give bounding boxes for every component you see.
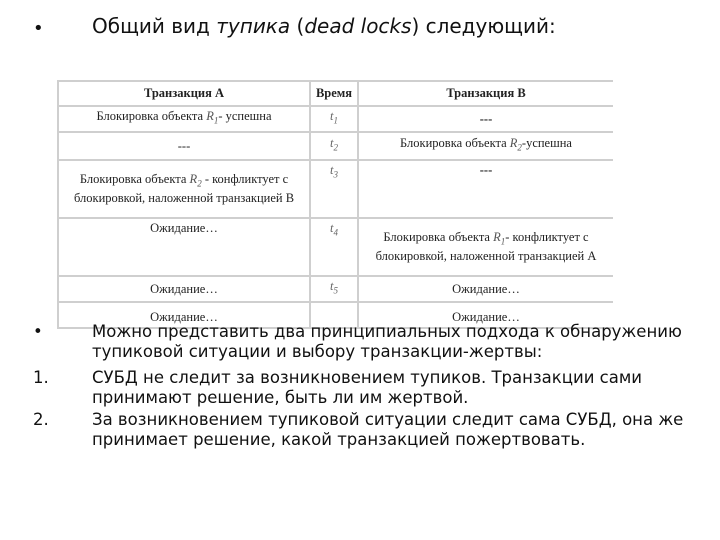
list-item-text: Можно представить два принципиальных подхода к обнаружению тупиковой ситуации и выбору транзакции-жертвы: (92, 322, 682, 361)
list-marker: • (33, 322, 43, 341)
deadlock-table (57, 80, 613, 329)
slide-title (92, 14, 556, 38)
cell-a (58, 160, 310, 218)
title-text-1: Общий вид (92, 14, 217, 38)
cell-a: --- (58, 132, 310, 160)
cell-a: Ожидание… (58, 218, 310, 276)
header-time: Время (310, 81, 358, 106)
object-var: $R_1$ (493, 229, 506, 247)
cell-text: Блокировка объекта (400, 136, 510, 151)
cell-time: $t_1$ (310, 106, 358, 132)
table-header-row (58, 81, 613, 106)
cell-a: Ожидание… (58, 276, 310, 302)
cell-text: - успешна (218, 109, 272, 124)
cell-text: Блокировка объекта (79, 171, 190, 186)
cell-time: $t_5$ (310, 276, 358, 302)
cell-b: --- (358, 160, 613, 218)
cell-text: - конфликтует с блокировкой, наложенной транзакцией А (375, 229, 597, 264)
cell-a: Ожидание… (58, 302, 310, 328)
object-var: $R_2$ (509, 136, 522, 153)
object-var: $R_1$ (206, 109, 219, 126)
table-row (58, 132, 613, 160)
bullet-marker: • (33, 18, 44, 39)
cell-a (58, 106, 310, 132)
list-item-text: СУБД не следит за возникновением тупиков. Транзакции сами принимают решение, быть ли им жертвой. (92, 368, 643, 407)
cell-b: Ожидание… (358, 276, 613, 302)
list-item-text: За возникновением тупиковой ситуации следит сама СУБД, она же принимает решение, какой транзакцией пожертвовать. (92, 410, 684, 449)
cell-b (358, 132, 613, 160)
deadlock-table-container (57, 80, 613, 334)
table-row (58, 106, 613, 132)
cell-time: $t_2$ (310, 132, 358, 160)
table-row (58, 160, 613, 218)
cell-b (358, 218, 613, 276)
table-row (58, 276, 613, 302)
cell-b: --- (358, 106, 613, 132)
list-marker: 2. (33, 410, 49, 429)
title-text-2: ( (290, 14, 305, 38)
cell-text: - конфликтует с блокировкой, наложенной транзакцией В (73, 171, 295, 206)
cell-b: Ожидание… (358, 302, 613, 328)
cell-text: Блокировка объекта (383, 229, 494, 244)
cell-text: -успешна (521, 136, 572, 151)
title-text-3: ) следующий: (411, 14, 556, 38)
header-transaction-a: Транзакция А (58, 81, 310, 106)
object-var: $R_2$ (189, 171, 202, 189)
cell-text: Блокировка объекта (96, 109, 207, 124)
title-term-deadlock-ru: тупика (216, 14, 291, 38)
list-marker: 1. (33, 368, 49, 387)
header-transaction-b: Транзакция В (358, 81, 613, 106)
cell-time: $t_4$ (310, 218, 358, 276)
title-term-deadlock-en: dead locks (304, 14, 412, 38)
table-row (58, 218, 613, 276)
cell-time: $t_3$ (310, 160, 358, 218)
